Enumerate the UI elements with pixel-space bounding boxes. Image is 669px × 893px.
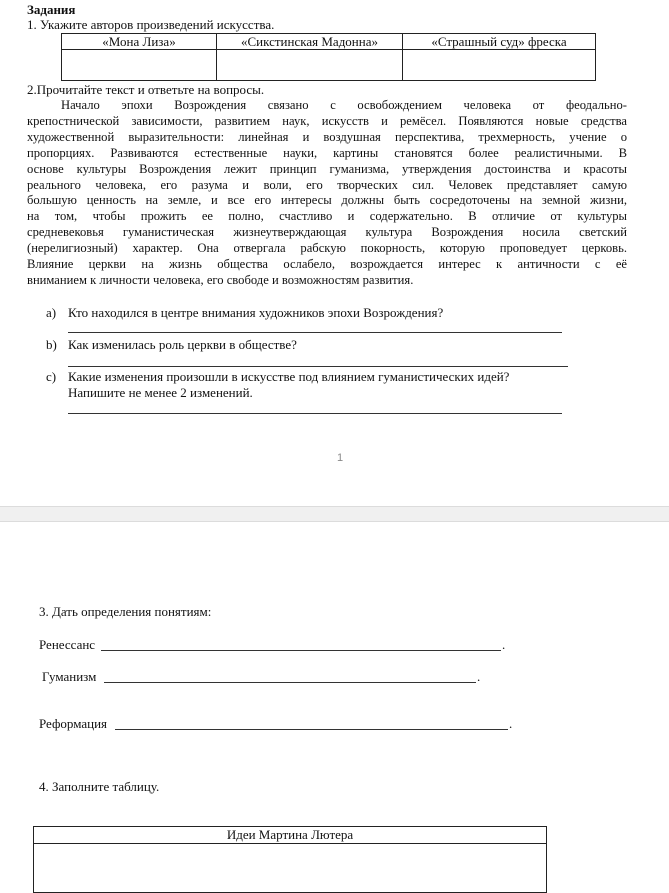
term-reformation-label: Реформация [39,716,108,731]
text-line: средневековья гуманистическая жизнеутверждающая культура Возрождения носила светский [27,225,627,240]
task2-title: 2.Прочитайте текст и ответьте на вопросы. [27,82,265,97]
text-line: пропорциях. Развиваются естественные науки, картины становятся более реалистичными. В [27,145,627,160]
renaissance-text [27,98,627,289]
term-renaissance-field[interactable] [101,650,501,651]
answer-line-c[interactable] [68,413,562,414]
authors-table-cell-1[interactable] [61,49,217,81]
authors-table-cell-2[interactable] [216,49,403,81]
text-line: на том, чтобы прожить ее полно, счастливо и содержательно. В отличие от культуры [27,209,627,224]
question-b-text: Как изменилась роль церкви в обществе? [68,337,297,352]
term-renaissance-dot: . [502,637,506,652]
luther-table-header: Идеи Мартина Лютера [33,826,547,844]
term-reformation-dot: . [509,716,513,731]
authors-table-header-2: «Сикстинская Мадонна» [216,33,403,50]
question-a-text: Кто находился в центре внимания художников эпохи Возрождения? [68,305,444,320]
text-line: основе культуры Возрождения лежит принцип гуманизма, утверждения достоинства и красоты [27,161,627,176]
question-b-marker: b) [46,337,57,352]
task3-title: 3. Дать определения понятиям: [39,604,212,619]
term-humanism-field[interactable] [104,682,476,683]
authors-table-header-3: «Страшный суд» фреска [402,33,596,50]
text-line: вниманием к личности человека, его свободе и возможностям развития. [27,272,414,287]
task1-title: 1. Укажите авторов произведений искусства. [27,17,275,32]
section-heading: Задания [27,2,76,17]
question-c-marker: c) [46,369,57,384]
text-line: реального человека, его разума и воли, его творческих сил. Человек представляет самую [27,177,627,192]
question-a-marker: a) [46,305,57,320]
term-humanism-label: Гуманизм [42,669,97,684]
task4-title: 4. Заполните таблицу. [39,779,160,794]
term-humanism-dot: . [477,669,481,684]
question-c-text-2: Напишите не менее 2 изменений. [68,385,253,400]
text-line: большую ценность на земле, и все его интересы должны быть сосредоточены на земной жизни, [27,193,627,208]
text-line: крепостнической зависимости, развитием наук, искусств и ремёсел. Появляются новые средства [27,113,627,128]
answer-line-a[interactable] [68,332,562,333]
text-line: (нерелигиозный) характер. Она отвергала рабскую покорность, которую проповедует церковь. [27,241,627,256]
authors-table-cell-3[interactable] [402,49,596,81]
text-line: Влияние церкви на жизнь общества ослабело, возрождается интерес к античности с её [27,257,627,272]
term-renaissance-label: Ренессанс [39,637,96,652]
answer-line-b[interactable] [68,366,568,367]
text-line: Начало эпохи Возрождения связано с освобождением человека от феодально- [61,98,627,112]
authors-table-header-1: «Мона Лиза» [61,33,217,50]
text-line: художественной выразительности: линейная и воздушная перспектива, трехмерность, учение о [27,129,627,144]
page-number: 1 [337,452,344,464]
term-reformation-field[interactable] [115,729,508,730]
question-c-text: Какие изменения произошли в искусстве под влиянием гуманистических идей? [68,369,510,384]
page-separator [0,506,669,522]
